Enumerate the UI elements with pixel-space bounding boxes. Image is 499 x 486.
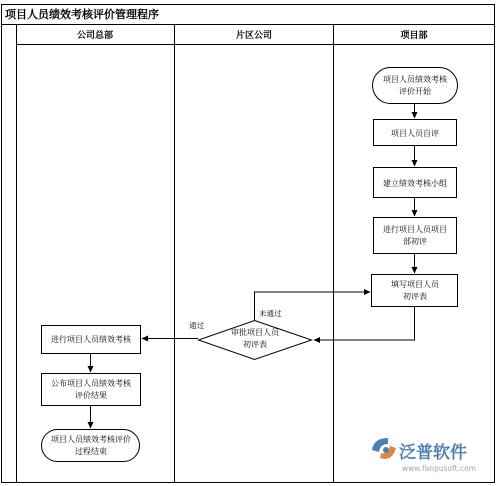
watermark-brand: 泛普软件 [399, 443, 467, 463]
node-approve [199, 321, 312, 360]
node-publish-line-1: 公布项目人员绩效考核 [51, 379, 131, 388]
node-fill-form-line-2: 初评表 [403, 292, 427, 301]
node-fill-form-line-1: 填写项目人员 [391, 280, 439, 289]
edge-label-pass: 通过 [189, 321, 204, 330]
process-shape [374, 218, 457, 254]
node-approve-line-2: 初评表 [243, 340, 267, 349]
node-start-line-1: 项目人员绩效考核 [383, 75, 447, 84]
watermark-url: www.fanpusoft.com [402, 464, 476, 473]
fanpu-logo-icon [372, 438, 396, 459]
node-publish-line-2: 评价结果 [75, 391, 107, 400]
node-fill-form [372, 275, 458, 307]
node-end-line-2: 过程结束 [75, 447, 107, 456]
node-start [373, 68, 458, 104]
node-end-line-1: 项目人员绩效考核评价 [51, 435, 131, 444]
lane-header-region: 片区公司 [235, 31, 273, 41]
node-approve-line-1: 审批项目人员 [231, 328, 279, 337]
node-first-eval [374, 218, 457, 254]
node-first-eval-line-2: 部初评 [403, 237, 427, 246]
node-end [42, 430, 140, 462]
node-self-eval-line-1: 项目人员自评 [391, 129, 439, 138]
terminator-shape [373, 68, 458, 104]
node-publish [42, 374, 141, 406]
edge-label-fail: 未通过 [259, 309, 282, 318]
node-build-team-line-1: 建立绩效考核小组 [383, 179, 447, 188]
node-first-eval-line-1: 进行项目人员项目 [383, 225, 447, 234]
lane-header-project: 项目部 [400, 31, 428, 41]
node-hq-eval [42, 326, 141, 354]
node-self-eval [374, 120, 457, 146]
lane-header-hq: 公司总部 [76, 31, 114, 41]
node-start-line-2: 评价开始 [399, 87, 431, 96]
edge-fill-form-to-approve [314, 307, 415, 340]
node-hq-eval-line-1: 进行项目人员绩效考核 [51, 335, 131, 344]
node-build-team [374, 168, 457, 198]
diagram-title: 项目人员绩效考核评价管理程序 [5, 8, 159, 21]
watermark [372, 438, 476, 473]
